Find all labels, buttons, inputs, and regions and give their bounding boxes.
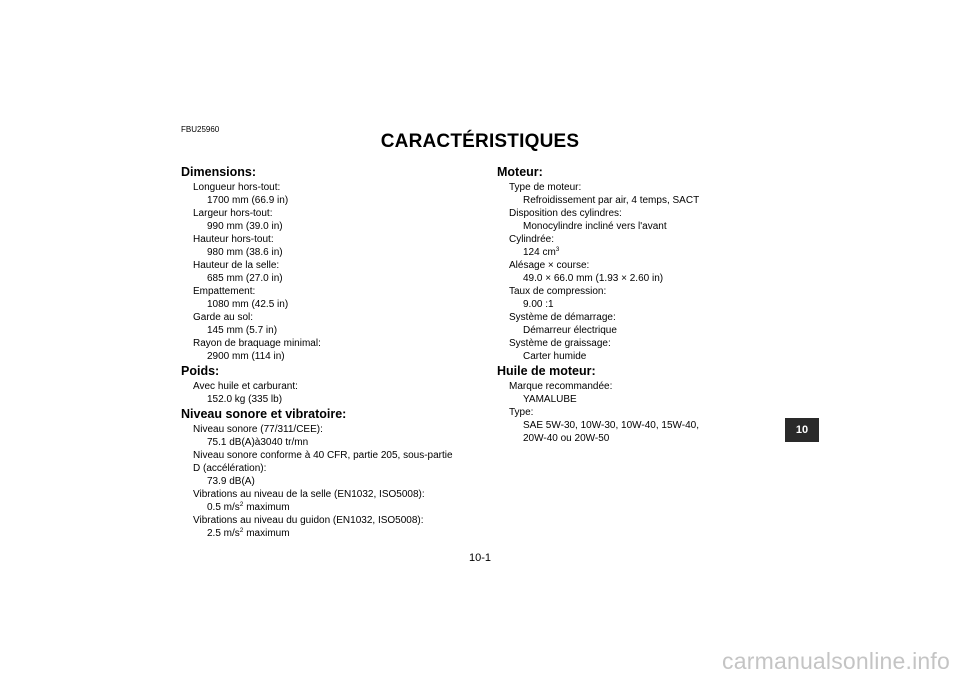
spec-label: Disposition des cylindres: [509, 208, 622, 219]
spec-label: Vibrations au niveau du guidon (EN1032, ISO5008): [193, 515, 424, 526]
spec-value: 990 mm (39.0 in) [207, 221, 283, 232]
spec-label: Vibrations au niveau de la selle (EN1032, ISO5008): [193, 489, 425, 500]
value-suffix: maximum [243, 528, 290, 539]
spec-value: 1700 mm (66.9 in) [207, 195, 289, 206]
spec-label: Avec huile et carburant: [193, 381, 298, 392]
spec-value: YAMALUBE [523, 394, 577, 405]
spec-label: Alésage × course: [509, 260, 590, 271]
spec-label: Empattement: [193, 286, 256, 297]
section-heading-moteur: Moteur: [497, 165, 543, 179]
superscript: 2 [239, 527, 244, 534]
page-title: CARACTÉRISTIQUES [380, 131, 580, 152]
spec-value: 75.1 dB(A)à3040 tr/mn [207, 437, 309, 448]
spec-label: Système de graissage: [509, 338, 611, 349]
spec-label: Rayon de braquage minimal: [193, 338, 321, 349]
value-text: 124 cm [523, 247, 556, 258]
spec-label: Taux de compression: [509, 286, 607, 297]
spec-value: 9.00 :1 [523, 299, 554, 310]
spec-label: Type: [509, 407, 534, 418]
spec-label: Niveau sonore conforme à 40 CFR, partie 205, sous-partie [193, 450, 453, 461]
value-suffix: maximum [243, 502, 290, 513]
huile-list [497, 380, 797, 445]
spec-label: Cylindrée: [509, 234, 555, 245]
spec-value: Monocylindre incliné vers l'avant [523, 221, 667, 232]
spec-value: 685 mm (27.0 in) [207, 273, 283, 284]
spec-label: Garde au sol: [193, 312, 254, 323]
spec-value [181, 501, 481, 514]
spec-label: Système de démarrage: [509, 312, 616, 323]
value-text: 2.5 m/s [207, 528, 240, 539]
section-heading-niveau-sonore: Niveau sonore et vibratoire: [181, 407, 347, 421]
spec-value: 2900 mm (114 in) [207, 351, 285, 362]
spec-value: 145 mm (5.7 in) [207, 325, 278, 336]
spec-label-continued: D (accélération): [193, 463, 267, 474]
spec-value: 1080 mm (42.5 in) [207, 299, 289, 310]
spec-value-continued: 20W-40 ou 20W-50 [523, 433, 610, 444]
value-text: 0.5 m/s [207, 502, 240, 513]
spec-value: Refroidissement par air, 4 temps, SACT [523, 195, 700, 206]
spec-value: 152.0 kg (335 lb) [207, 394, 283, 405]
spec-value: 73.9 dB(A) [207, 476, 255, 487]
spec-value: SAE 5W-30, 10W-30, 10W-40, 15W-40, [523, 420, 700, 431]
spec-value [497, 246, 797, 259]
spec-value: 980 mm (38.6 in) [207, 247, 283, 258]
page-number: 10-1 [468, 552, 492, 564]
watermark: carmanualsonline.info [722, 648, 950, 674]
document-code: FBU25960 [181, 125, 220, 134]
spec-label: Marque recommandée: [509, 381, 613, 392]
spec-label: Longueur hors-tout: [193, 182, 281, 193]
poids-list [181, 380, 481, 406]
spec-value: Démarreur électrique [523, 325, 617, 336]
spec-label: Largeur hors-tout: [193, 208, 273, 219]
niveau-list [181, 423, 481, 540]
section-heading-huile-moteur: Huile de moteur: [497, 364, 596, 378]
spec-value [181, 527, 481, 540]
spec-value: Carter humide [523, 351, 587, 362]
dimensions-list [181, 181, 481, 363]
spec-label: Type de moteur: [509, 182, 582, 193]
section-heading-poids: Poids: [181, 364, 220, 378]
spec-value: 49.0 × 66.0 mm (1.93 × 2.60 in) [523, 273, 664, 284]
chapter-tab: 10 [785, 418, 819, 442]
spec-label: Hauteur de la selle: [193, 260, 280, 271]
spec-label: Hauteur hors-tout: [193, 234, 274, 245]
superscript: 2 [239, 501, 244, 508]
right-column [497, 164, 797, 445]
moteur-list [497, 181, 797, 363]
superscript: 3 [555, 246, 560, 253]
section-heading-dimensions: Dimensions: [181, 165, 257, 179]
left-column [181, 164, 481, 540]
spec-label: Niveau sonore (77/311/CEE): [193, 424, 323, 435]
